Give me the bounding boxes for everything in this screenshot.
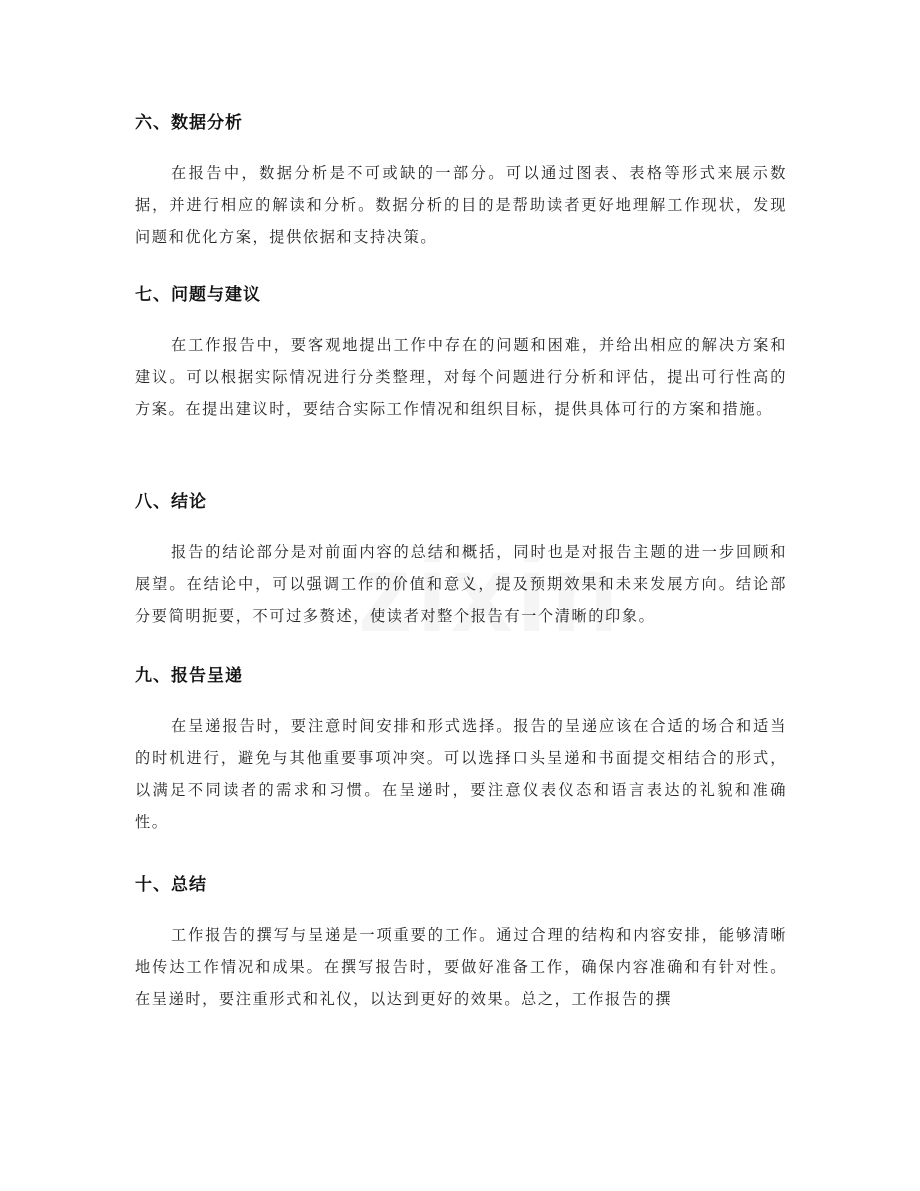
section-heading: 九、报告呈递 [135,666,243,686]
section-paragraph: 在工作报告中，要客观地提出工作中存在的问题和困难，并给出相应的解决方案和建议。可以根据实际情况进行分类整理，对每个问题进行分析和评估，提出可行性高的方案。在提出建议时，要结合实际工作情况和组织目标，提供具体可行的方案和措施。 [135,336,787,418]
section-paragraph: 报告的结论部分是对前面内容的总结和概括，同时也是对报告主题的进一步回顾和展望。在结论中，可以强调工作的价值和意义，提及预期效果和未来发展方向。结论部分要简明扼要，不可过多赘述，使读者对整个报告有一个清晰的印象。 [135,543,787,625]
section-paragraph: 在报告中，数据分析是不可或缺的一部分。可以通过图表、表格等形式来展示数据，并进行相应的解读和分析。数据分析的目的是帮助读者更好地理解工作现状，发现问题和优化方案，提供依据和支持决策。 [135,164,787,246]
section-heading: 十、总结 [135,875,207,895]
section-heading: 六、数据分析 [135,113,243,133]
section-conclusion [135,490,787,632]
section-summary [135,873,787,1015]
section-problems-suggestions [135,283,787,425]
section-report-submission [135,664,787,838]
section-paragraph: 工作报告的撰写与呈递是一项重要的工作。通过合理的结构和内容安排，能够清晰地传达工作情况和成果。在撰写报告时，要做好准备工作，确保内容准确和有针对性。在呈递时，要注重形式和礼仪，以达到更好的效果。总之，工作报告的撰 [135,926,787,1008]
section-paragraph: 在呈递报告时，要注意时间安排和形式选择。报告的呈递应该在合适的场合和适当的时机进行，避免与其他重要事项冲突。可以选择口头呈递和书面提交相结合的形式，以满足不同读者的需求和习惯。在呈递时，要注意仪表仪态和语言表达的礼貌和准确性。 [135,717,787,831]
section-heading: 七、问题与建议 [135,285,261,305]
section-data-analysis [135,111,787,253]
section-heading: 八、结论 [135,492,207,512]
